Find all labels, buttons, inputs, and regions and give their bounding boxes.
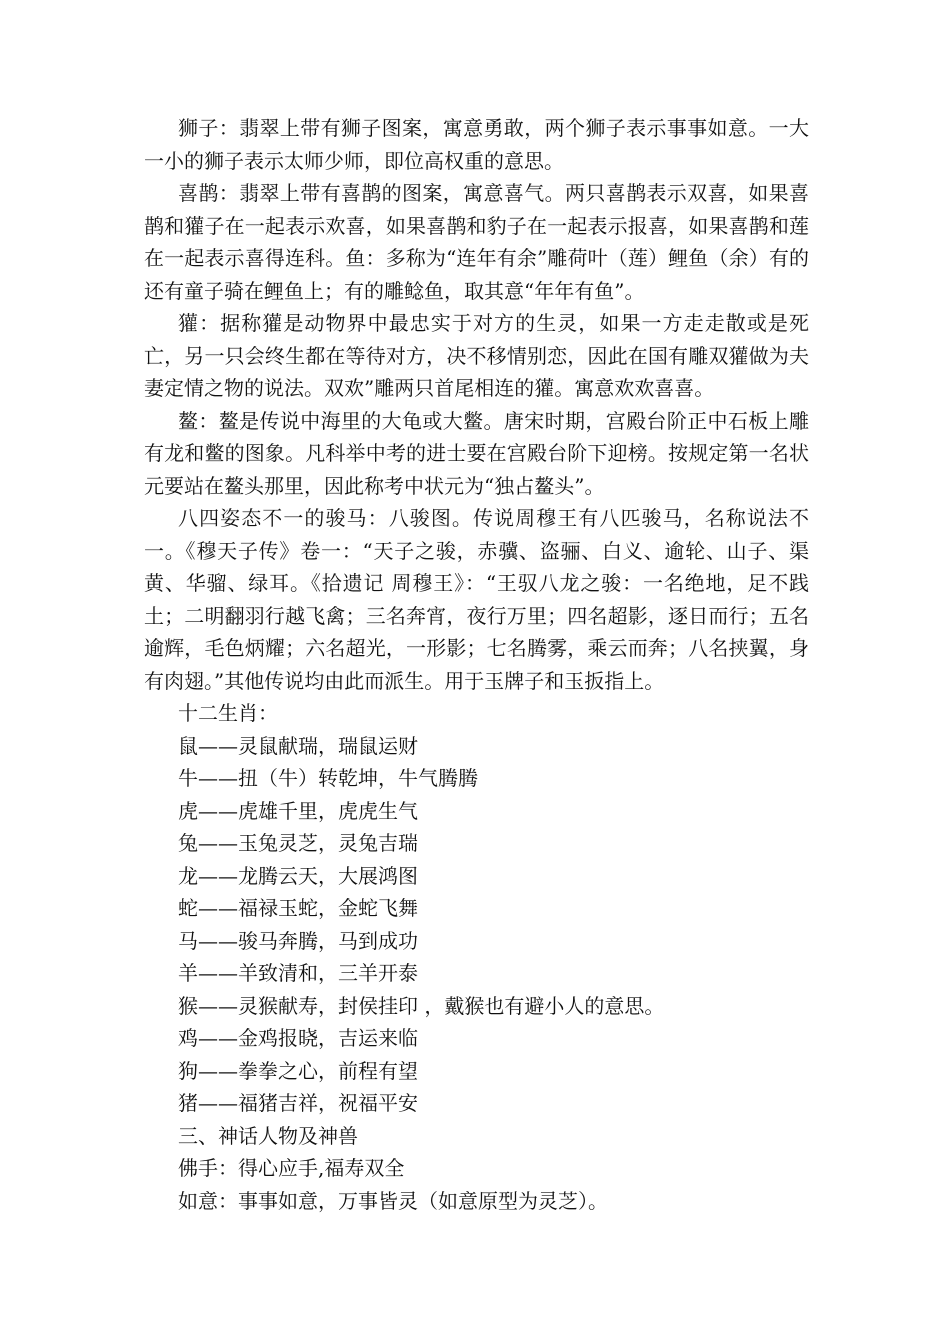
zodiac-heading: 十二生肖： bbox=[178, 701, 278, 725]
zodiac-item-rabbit: 兔——玉兔灵芝，灵兔吉瑞 bbox=[178, 831, 418, 855]
zodiac-item-rat: 鼠——灵鼠献瑞，瑞鼠运财 bbox=[178, 733, 418, 758]
zodiac-item-goat: 羊——羊致清和，三羊开泰 bbox=[178, 961, 418, 985]
paragraph-lion: 狮子：翡翠上带有狮子图案，寓意勇敢，两个狮子表示事事如意。一大一小的狮子表示太师少师，即位高权重的意思。 bbox=[144, 116, 809, 173]
zodiac-item-dragon: 龙——龙腾云天，大展鸿图 bbox=[178, 863, 418, 888]
zodiac-item-snake: 蛇——福禄玉蛇，金蛇飞舞 bbox=[178, 896, 418, 920]
zodiac-item-pig: 猪——福猪吉祥，祝福平安 bbox=[178, 1091, 418, 1115]
zodiac-item-dog: 狗——拳拳之心，前程有望 bbox=[178, 1058, 418, 1083]
paragraph-badger: 獾：据称獾是动物界中最忠实于对方的生灵，如果一方走走散或是死亡，另一只会终生都在等待对方，决不移情别恋，因此在国有雕双獾做为夫妻定情之物的说法。双欢”雕两只首尾相连的獾。寓意欢欢喜喜。 bbox=[144, 311, 809, 400]
closing-item-buddha-hand: 佛手：得心应手,福寿双全 bbox=[178, 1156, 405, 1180]
paragraph-eight-horses: 八四姿态不一的骏马：八骏图。传说周穆王有八匹骏马，名称说法不一。《穆天子传》卷一：“天子之骏，赤骥、盗骊、白义、逾轮、山子、渠黄、华骝、绿耳。《拾遗记 周穆王》：“王驭八龙之骏：一名绝地，足不践土；二明翻羽行越飞禽；三名奔宵，夜行万里；四名超影，逐日而行；五名逾辉，毛色炳耀；六名超光，一形影；七名腾雾，乘云而奔；八名挟翼，身有肉翅。”其他传说均由此而派生。用于玉牌子和玉扳指上。 bbox=[144, 506, 809, 693]
paragraph-ao: 鳌：鳌是传说中海里的大龟或大鳖。唐宋时期，宫殿台阶正中石板上雕有龙和鳖的图象。凡科举中考的进士要在宫殿台阶下迎榜。按规定第一名状元要站在鳌头那里，因此称考中状元为“独占鳌头”。 bbox=[144, 408, 809, 498]
section-heading: 三、神话人物及神兽 bbox=[178, 1123, 358, 1148]
paragraph-magpie: 喜鹊：翡翠上带有喜鹊的图案，寓意喜气。两只喜鹊表示双喜，如果喜鹊和獾子在一起表示欢喜，如果喜鹊和豹子在一起表示报喜，如果喜鹊和莲在一起表示喜得连科。鱼：多称为“连年有余”雕荷叶（莲）鲤鱼（余）有的还有童子骑在鲤鱼上；有的雕鲶鱼，取其意“年年有鱼”。 bbox=[144, 181, 809, 303]
zodiac-item-ox: 牛——扭（牛）转乾坤，牛气腾腾 bbox=[178, 766, 478, 790]
zodiac-item-tiger: 虎——虎雄千里，虎虎生气 bbox=[178, 798, 418, 823]
zodiac-item-horse: 马——骏马奔腾，马到成功 bbox=[178, 928, 418, 953]
document-body bbox=[144, 112, 809, 1217]
zodiac-item-rooster: 鸡——金鸡报晓，吉运来临 bbox=[178, 1026, 418, 1050]
closing-item-ruyi: 如意：事事如意，万事皆灵（如意原型为灵芝）。 bbox=[178, 1188, 608, 1213]
zodiac-item-monkey: 猴——灵猴献寿，封侯挂印 ，戴猴也有避小人的意思。 bbox=[178, 993, 665, 1018]
